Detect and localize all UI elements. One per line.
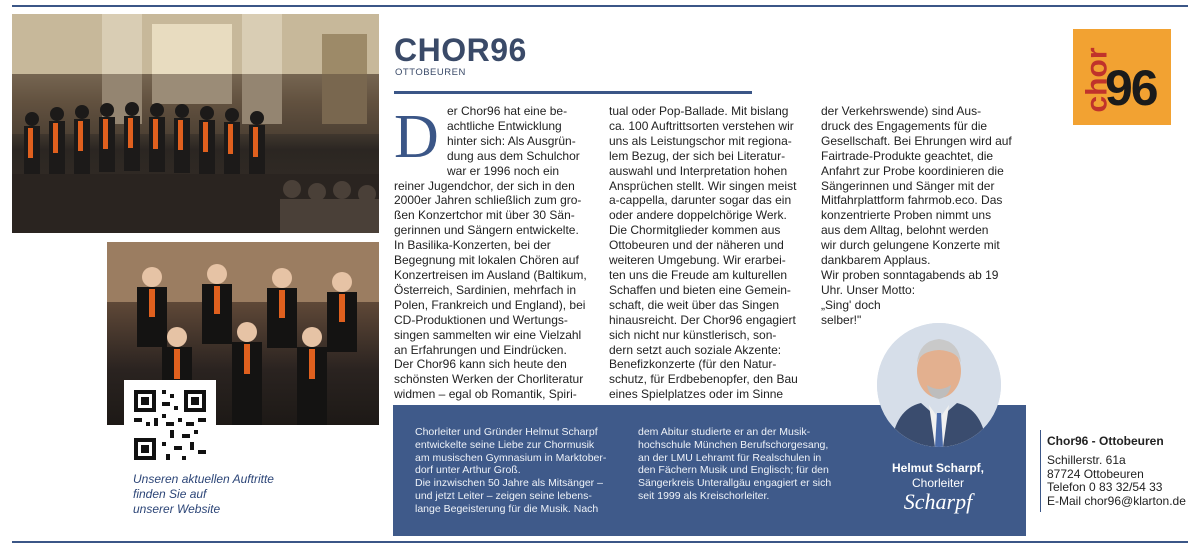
article-line: widmen – egal ob Romantik, Spiri-	[394, 387, 577, 402]
article-line: achtliche Entwicklung	[447, 118, 562, 133]
bio-column-1	[415, 426, 606, 516]
article-line: aus dem Alltag, belohnt werden	[821, 223, 989, 238]
article-line: ca. 100 Auftrittsorten verstehen wir	[609, 118, 794, 133]
bio-line: dem Abitur studierte er an der Musik-	[638, 426, 811, 438]
article-column-3	[821, 104, 1021, 328]
qr-code-icon	[124, 380, 216, 470]
article-line: Begegnung mit lokalen Chören auf	[394, 253, 579, 268]
article-column-2	[609, 104, 809, 402]
chor96-logo	[1073, 29, 1171, 125]
article-line: hinausreicht. Der Chor96 engagiert	[609, 312, 796, 327]
contact-title: Chor96 - Ottobeuren	[1047, 434, 1164, 448]
article-line: selber!"	[821, 312, 862, 327]
article-line: wir durch gelungene Konzerte mit	[821, 238, 1000, 253]
bio-line: Die inzwischen 50 Jahre als Mitsänger –	[415, 477, 603, 490]
article-line: druck des Engagements für die	[821, 118, 988, 133]
article-line: dern setzt auch soziale Akzente:	[609, 342, 782, 357]
article-line: „Sing' doch	[821, 297, 881, 312]
page-title: CHOR96	[394, 32, 527, 68]
article-line: ten uns die Freude am kulturellen	[609, 267, 788, 282]
article-line: Ottobeuren und der näheren und	[609, 238, 784, 253]
article-line: an Erfahrungen und Eindrücken.	[394, 342, 567, 357]
article-line: a-cappella, darunter sogar das ein	[609, 193, 792, 208]
article-line: gerinnen und Sängern entwickelte.	[394, 223, 579, 238]
article-line: Benefizkonzerte (für den Natur-	[609, 357, 777, 372]
choir-photo-illustration	[12, 14, 379, 233]
bio-line: an der LMU Lehramt für Realschulen in	[638, 451, 822, 464]
contact-street: Schillerstr. 61a	[1047, 453, 1126, 467]
qr-caption-line: unserer Website	[133, 502, 221, 516]
title-rule	[394, 91, 752, 94]
top-rule	[12, 5, 1188, 7]
article-line: konzentrierte Proben nimmt uns	[821, 208, 992, 223]
article-line: Der Chor96 kann sich heute den	[394, 357, 567, 372]
article-line: hinter sich: Als Ausgrün-	[447, 133, 576, 148]
bio-line: lange Begeisterung für die Musik. Nach	[415, 502, 599, 515]
article-line: Österreich, Sardinien, mehrfach in	[394, 282, 577, 297]
article-line: lem Bezug, der sich bei Literatur-	[609, 148, 786, 163]
contact-phone[interactable]: Telefon 0 83 32/54 33	[1047, 480, 1163, 495]
bio-line: Chorleiter und Gründer Helmut Scharpf	[415, 426, 598, 438]
article-line: Wir proben sonntagabends ab 19	[821, 267, 999, 282]
logo-number: 96	[1105, 60, 1157, 116]
director-portrait	[877, 323, 1001, 447]
bio-line: hochschule München Berufschorgesang,	[638, 438, 829, 451]
qr-caption-line: Unseren aktuellen Auftritte	[133, 472, 274, 486]
article-line: Konzertreisen im Ausland (Baltikum,	[394, 267, 587, 282]
article-line: schaft, die weit über das Singen	[609, 297, 780, 312]
qr-code[interactable]	[124, 380, 216, 470]
article-line: tual oder Pop-Ballade. Mit bislang	[609, 104, 789, 118]
article-line: er Chor96 hat eine be-	[447, 104, 568, 118]
bio-column-2	[638, 426, 831, 503]
article-line: Sängerinnen und Sänger mit der	[821, 178, 995, 193]
bio-line: den Fächern Musik und Englisch; für den	[638, 464, 829, 477]
article-line: In Basilika-Konzerten, bei der	[394, 238, 551, 253]
page-subtitle: OTTOBEUREN	[395, 67, 466, 78]
contact-divider	[1040, 430, 1041, 512]
article-column-1	[394, 104, 594, 402]
article-line: war er 1996 noch ein	[447, 163, 560, 178]
article-line: CD-Produktionen und Wertungs-	[394, 312, 568, 327]
article-line: Die Chormitglieder kommen aus	[609, 223, 781, 238]
article-line: Schaffen und bieten eine Gemein-	[609, 282, 791, 297]
article-line: Polen, Frankreich und England), bei	[394, 297, 586, 312]
director-name: Helmut Scharpf,	[891, 461, 984, 475]
director-signature: Scharpf	[903, 489, 973, 514]
bio-line: entwickelte seine Liebe zur Chormusik	[415, 438, 595, 451]
contact-city: 87724 Ottobeuren	[1047, 466, 1144, 481]
article-line: Gesellschaft. Bei Ehrungen wird auf	[821, 133, 1012, 148]
bio-line: seit 1999 als Kreischorleiter.	[638, 489, 770, 502]
article-line: schönsten Werken der Chorliteratur	[394, 372, 584, 387]
director-role: Chorleiter	[911, 476, 965, 490]
bio-line: und jetzt Leiter – zeigen seine lebens-	[415, 489, 592, 502]
article-line: schutz, für Erdbebenopfer, den Bau	[609, 372, 798, 387]
article-line: der Verkehrswende) sind Aus-	[821, 104, 982, 118]
bio-line: am musischen Gymnasium in Marktober-	[415, 451, 607, 464]
article-line: oder andere doppelchörige Werk.	[609, 208, 787, 223]
article-line: dankbarem Applaus.	[821, 253, 931, 268]
article-line: weiteren Umgebung. Wir erarbei-	[609, 253, 786, 268]
logo-word: chor	[1080, 47, 1114, 113]
contact-email[interactable]: E-Mail chor96@klarton.de	[1047, 494, 1186, 509]
qr-caption	[133, 472, 313, 517]
contact-block	[1047, 454, 1186, 509]
article-line: ßen Konzertchor mit über 30 Sän-	[394, 208, 575, 223]
qr-caption-line: finden Sie auf	[133, 487, 207, 501]
article-line: singen sammelten wir eine Vielzahl	[394, 327, 582, 342]
choir-main-photo	[12, 14, 379, 233]
article-line: 2000er Jahren schließlich zum gro-	[394, 193, 582, 208]
article-line: sich nicht nur künstlerisch, son-	[609, 327, 777, 342]
article-line: Fairtrade-Produkte geachtet, die	[821, 148, 994, 163]
article-line: Mitfahrplattform fahrmob.eco. Das	[821, 193, 1003, 208]
article-line: eines Spielplatzes oder im Sinne	[609, 387, 784, 402]
article-line: Anfahrt zur Probe koordinieren die	[821, 163, 1004, 178]
bottom-rule	[12, 541, 1188, 543]
article-line: dung aus dem Schulchor	[447, 148, 580, 163]
article-line: auswahl und Interpretation hohen	[609, 163, 788, 178]
article-line: uns als Leistungschor mit regiona-	[609, 133, 792, 148]
article-line: reiner Jugendchor, der sich in den	[394, 178, 575, 193]
article-line: Uhr. Unser Motto:	[821, 282, 916, 297]
bio-line: Sängerkreis Unterallgäu engagiert er sich	[638, 477, 832, 490]
article-line: Ansprüchen stellt. Wir singen meist	[609, 178, 797, 193]
bio-line: dorf unter Arthur Groß.	[415, 464, 521, 477]
portrait-illustration	[877, 323, 1001, 447]
drop-cap: D	[394, 103, 439, 171]
